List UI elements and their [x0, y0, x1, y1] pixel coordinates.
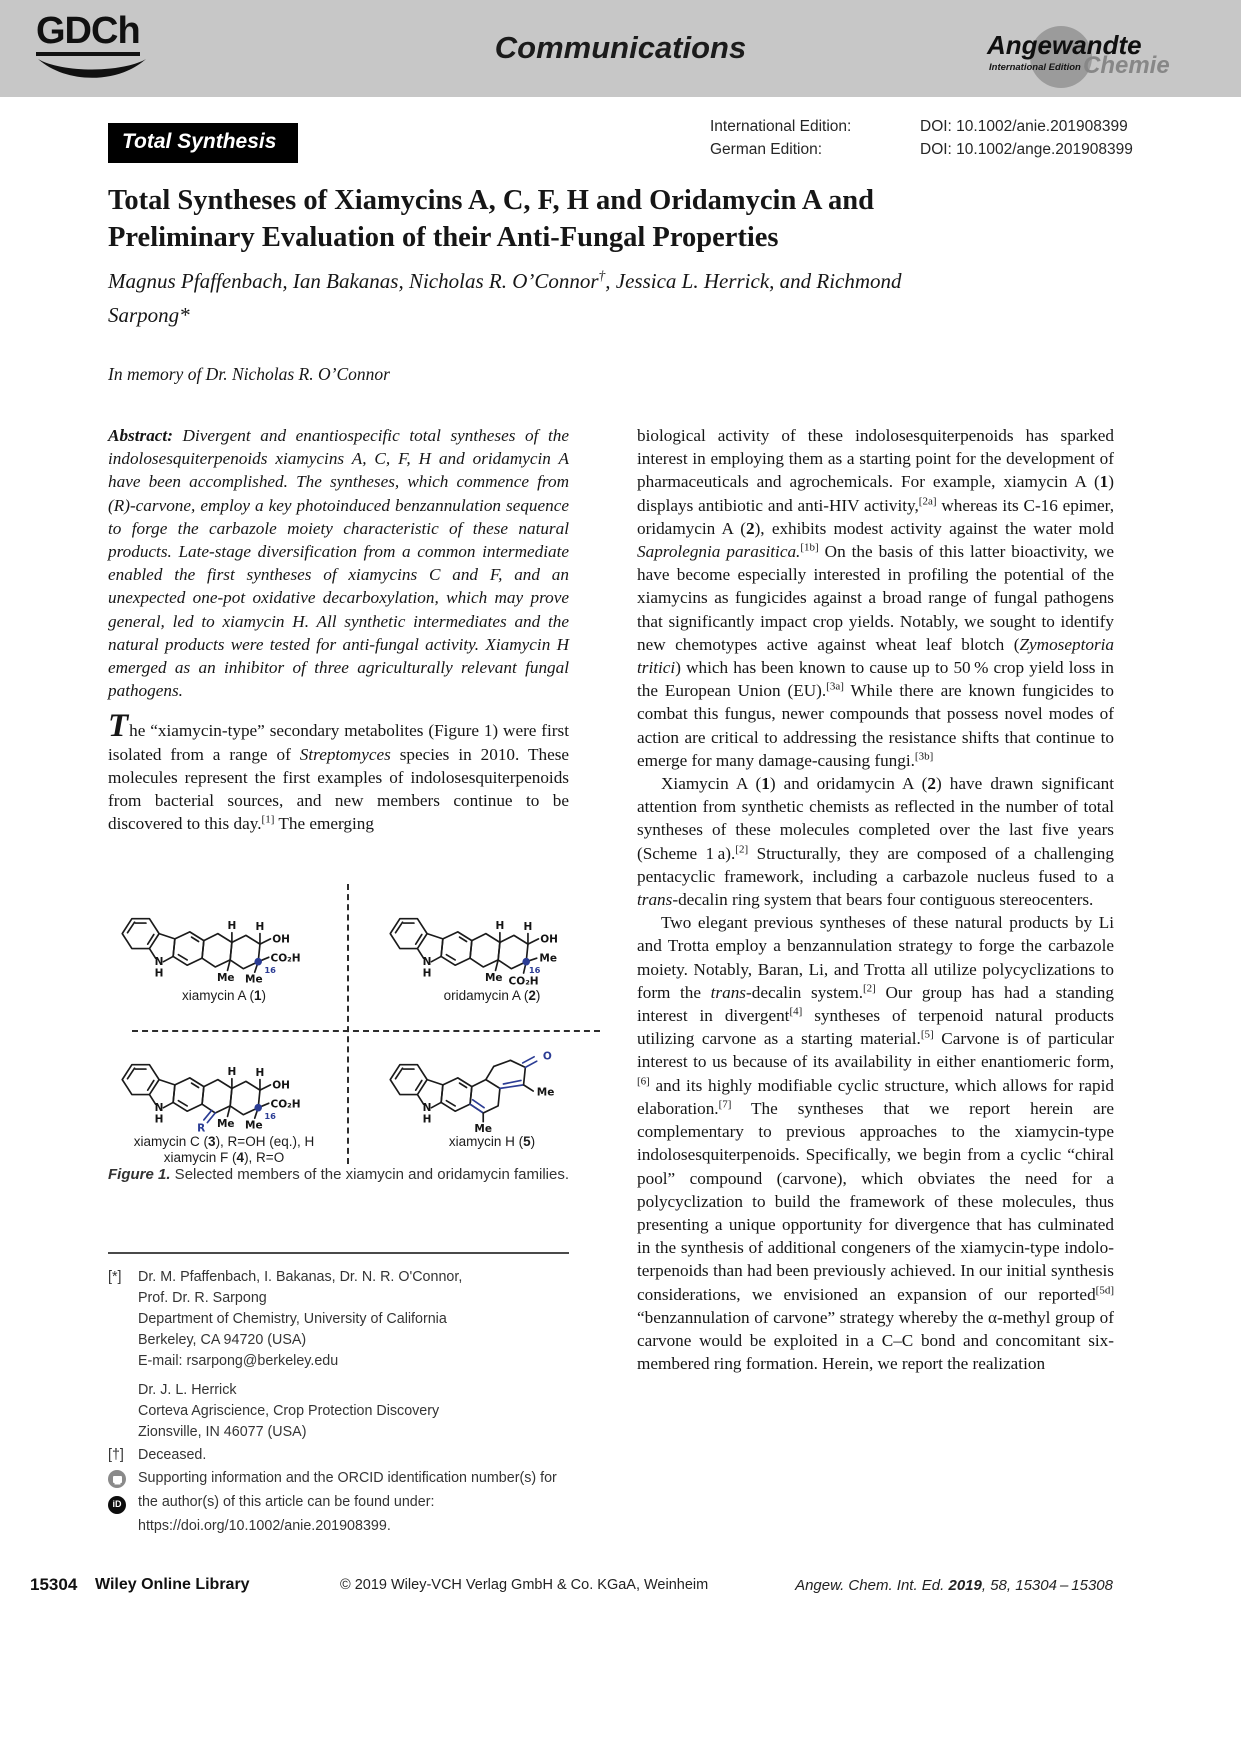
author-list: Magnus Pfaffenbach, Ian Bakanas, Nicholas R. O’Connor†, Jessica L. Herrick, and Richmond Sarpong* [108, 268, 902, 327]
h-label: H [495, 920, 505, 933]
oh-label: OH [540, 933, 558, 946]
page-number: 15304 [30, 1575, 78, 1594]
c16-label: 16 [264, 1111, 276, 1122]
figure-divider-vertical [347, 884, 349, 1164]
article-type-badge: Total Synthesis [108, 123, 298, 163]
german-edition-label: German Edition: [710, 141, 822, 158]
doi-url-row [108, 1516, 608, 1537]
xiamycin-h-structure-drawing [381, 1034, 603, 1134]
footnote-rule [108, 1252, 569, 1254]
structure-name: xiamycin H (5) [448, 1134, 536, 1149]
structure-oridamycin-a [362, 888, 622, 1004]
nh-label: H [154, 1113, 164, 1126]
structure-xiamycin-c-f [108, 1034, 340, 1166]
section-title: Communications [494, 30, 747, 65]
structure-xiamycin-h [362, 1034, 622, 1150]
angewandte-edition-label: International Edition [989, 62, 1081, 73]
co2h-label: CO₂H [270, 952, 301, 965]
nh-label: H [422, 1113, 432, 1126]
german-edition-doi-link[interactable]: DOI: 10.1002/ange.201908399 [920, 141, 1133, 158]
oh-label: OH [272, 1079, 290, 1092]
h-label: H [227, 920, 237, 933]
affiliation-line: Berkeley, CA 94720 (USA) [138, 1332, 307, 1348]
body-paragraph-3: Two elegant previous syntheses of these natural products by Li and Trotta employ a benzannulation strategy to forge the carbazole moiety. Notably, Baran, Li, and Trotta all utilize polycyclizations to form the trans-decalin system.[2] Our group has had a standing interest in divergent[4] syntheses of terpenoid natural products utilizing carvone as a starting material.[5] Carvone is of particular interest to us because of its availability in either enantiomeric form,[6] and its highly modifiable cyclic structure, which allows for rapid elaboration.[7] The syntheses that we report herein are complementary to previous approaches to the xiamycin-type indolosesquiterpenoids. Specifically, we begin from a cyclic “chiral pool” compound (carvone), which obviates the need for a polycyclization to build the framework of these molecules, thus presenting a unique opportunity for divergence that has culminated in the synthesis of additional congeners of the xiamycin-type indolo-terpenoids than had been previously achieved. In our initial synthesis considerations, we envisioned an expansion of our reported[5d] “benzannulation of carvone” strategy whereby the α-methyl group of carvone would be exploited in a C–C bond and concomitant six-membered ring formation. Herein, we report the realization [637, 913, 1114, 1374]
me-label: Me [245, 1119, 263, 1132]
n-atom-label: N [154, 1102, 164, 1115]
affiliation-line: Zionsville, IN 46077 (USA) [138, 1424, 307, 1440]
supporting-info-line: the author(s) of this article can be found under: [138, 1493, 435, 1510]
structure-name: xiamycin C (3), R=OH (eq.), H [133, 1134, 315, 1149]
footnote-marker: [*] [108, 1269, 122, 1285]
doi-block [710, 118, 1137, 159]
me-label: Me [216, 971, 235, 984]
wiley-online-library-link[interactable]: Wiley Online Library [95, 1576, 250, 1593]
body-paragraph-1: biological activity of these indolosesquiterpenoids has sparked interest in employing them as a starting point for the development of pharmaceuticals and agrochemicals. For example, xiamycin A (1) displays antibiotic and anti-HIV activity,[2a] whereas its C-16 epimer, oridamycin A (2), exhibits modest activity against the water mold Saprolegnia parasitica.[1b] On the basis of this latter bioactivity, we have become especially interested in profiling the potential of the xiamycins as fungicides against a broad range of fungal pathogens that significantly impact crop yields. Notably, we sought to identify new chemotypes active against wheat leaf blotch (Zymoseptoria tritici) which has been known to cause up to 50 % crop yield loss in the European Union (EU).[3a] While there are known fungicides to combat this fungus, newer compounds that possess novel modes of action are critical to addressing the resistance shifts that continue to emerge for many damage-causing fungi.[3b] [637, 426, 1115, 770]
r-group-label: R [197, 1122, 206, 1134]
deceased-text: Deceased. [138, 1447, 207, 1463]
copyright-line: © 2019 Wiley-VCH Verlag GmbH & Co. KGaA, Weinheim [340, 1577, 709, 1593]
h-label: H [255, 921, 265, 934]
footnote-marker: [†] [108, 1447, 124, 1463]
h-label: H [227, 1066, 237, 1079]
abstract: Abstract: Divergent and enantiospecific total syntheses of the indolosesquiterpenoids xiamycins A, C, F, H and oridamycin A have been accomplished. The syntheses, which commence from (R)-carvone, employ a key photoinduced benzannulation sequence to forge the carbazole moiety characteristic of these natural products. Late-stage diversification from a common intermediate enabled the first syntheses of xiamycins C and F, and an unexpected one-pot oxidative decarboxylation, which may prove general, led to xiamycin H. All synthetic intermediates and the natural products were tested for anti-fungal activity. Xiamycin H emerged as an inhibitor of three agriculturally relevant fungal pathogens. [108, 426, 569, 701]
affiliation-line: Department of Chemistry, University of California [138, 1311, 447, 1327]
xiamycin-c-f-structure-drawing [113, 1034, 335, 1134]
deceased-note [108, 1445, 608, 1466]
n-atom-label: N [422, 1102, 432, 1115]
me-label: Me [536, 1086, 555, 1099]
oh-label: OH [272, 933, 290, 946]
oridamycin-a-structure-drawing [381, 888, 603, 988]
intl-edition-label: International Edition: [710, 118, 852, 135]
affiliation-line: Dr. J. L. Herrick [138, 1382, 237, 1398]
structure-name: xiamycin F (4), R=O [163, 1150, 285, 1165]
orcid-icon: iD [108, 1496, 126, 1514]
footnotes-block [108, 1267, 608, 1539]
c16-label: 16 [528, 965, 541, 976]
journal-citation: Angew. Chem. Int. Ed. 2019, 58, 15304 – 15308 [795, 1577, 1113, 1594]
affiliation-line: Prof. Dr. R. Sarpong [138, 1290, 267, 1306]
article-title: Total Syntheses of Xiamycins A, C, F, H and Oridamycin A and Preliminary Evaluation of their Anti-Fungal Properties [108, 185, 874, 253]
journal-header [0, 0, 1241, 97]
o-atom-label: O [542, 1050, 552, 1063]
co2h-label: CO₂H [270, 1098, 301, 1111]
figure-1 [104, 884, 628, 1164]
gdch-arc-icon [36, 58, 148, 82]
xiamycin-a-structure-drawing [113, 888, 335, 988]
left-column [108, 424, 569, 835]
structure-xiamycin-a [108, 888, 340, 1004]
n-atom-label: N [422, 956, 432, 969]
angewandte-logo [975, 0, 1225, 97]
h-label: H [523, 921, 533, 934]
gdch-logo-text: GDCh [36, 12, 140, 56]
affiliation-line: Corteva Agriscience, Crop Protection Discovery [138, 1403, 440, 1419]
intl-edition-doi-link[interactable]: DOI: 10.1002/anie.201908399 [920, 118, 1128, 135]
n-atom-label: N [154, 956, 164, 969]
intro-paragraph: The “xiamycin-type” secondary metabolites (Figure 1) were first isolated from a range of Streptomyces species in 2010. These molecules represent the first examples of indolosesquiterpenoids from bacterial sources, and new members continue to be discovered to this day.[1] The emerging [108, 708, 570, 834]
gdch-logo [36, 12, 154, 82]
me-label: Me [216, 1117, 235, 1130]
email-line[interactable]: E-mail: rsarpong@berkeley.edu [138, 1353, 339, 1369]
angewandte-wordmark: Angewandte [987, 30, 1142, 60]
affiliation-line: Dr. M. Pfaffenbach, I. Bakanas, Dr. N. R. O'Connor, [138, 1269, 463, 1285]
supporting-info-note [108, 1468, 608, 1490]
page-footer [0, 1575, 1241, 1599]
angewandte-chemie-wordmark: Chemie [1083, 52, 1170, 79]
nh-label: H [422, 967, 432, 980]
supporting-info-line: Supporting information and the ORCID identification number(s) for [138, 1470, 557, 1486]
me-label: Me [474, 1123, 493, 1134]
affiliation-note [108, 1267, 608, 1443]
figure-divider-horizontal [132, 1030, 600, 1032]
me-label: Me [484, 971, 503, 984]
nh-label: H [154, 967, 164, 980]
doi-url-link[interactable]: https://doi.org/10.1002/anie.201908399. [138, 1518, 391, 1534]
me-label: Me [539, 952, 557, 965]
h-label: H [255, 1067, 265, 1080]
structure-name: oridamycin A (2) [443, 988, 541, 1003]
orcid-note [108, 1492, 608, 1515]
structure-name: xiamycin A (1) [181, 988, 267, 1003]
dedication-line: In memory of Dr. Nicholas R. O’Connor [108, 364, 390, 384]
supporting-info-icon [108, 1470, 126, 1488]
body-paragraph-2: Xiamycin A (1) and oridamycin A (2) have drawn significant attention from synthetic chemists as reflected in the number of total syntheses of these molecules completed over the last five years (Scheme 1 a).[2] Structurally, they are composed of a challenging pentacyclic framework, including a carbazole nucleus fused to a trans-decalin ring system that bears four contiguous stereocenters. [637, 774, 1114, 910]
right-column [637, 424, 1114, 1375]
figure-1-caption: Figure 1. Selected members of the xiamycin and oridamycin families. [108, 1166, 570, 1183]
c16-label: 16 [264, 965, 276, 976]
me-label: Me [245, 973, 263, 986]
co2h-label: CO₂H [508, 975, 539, 988]
